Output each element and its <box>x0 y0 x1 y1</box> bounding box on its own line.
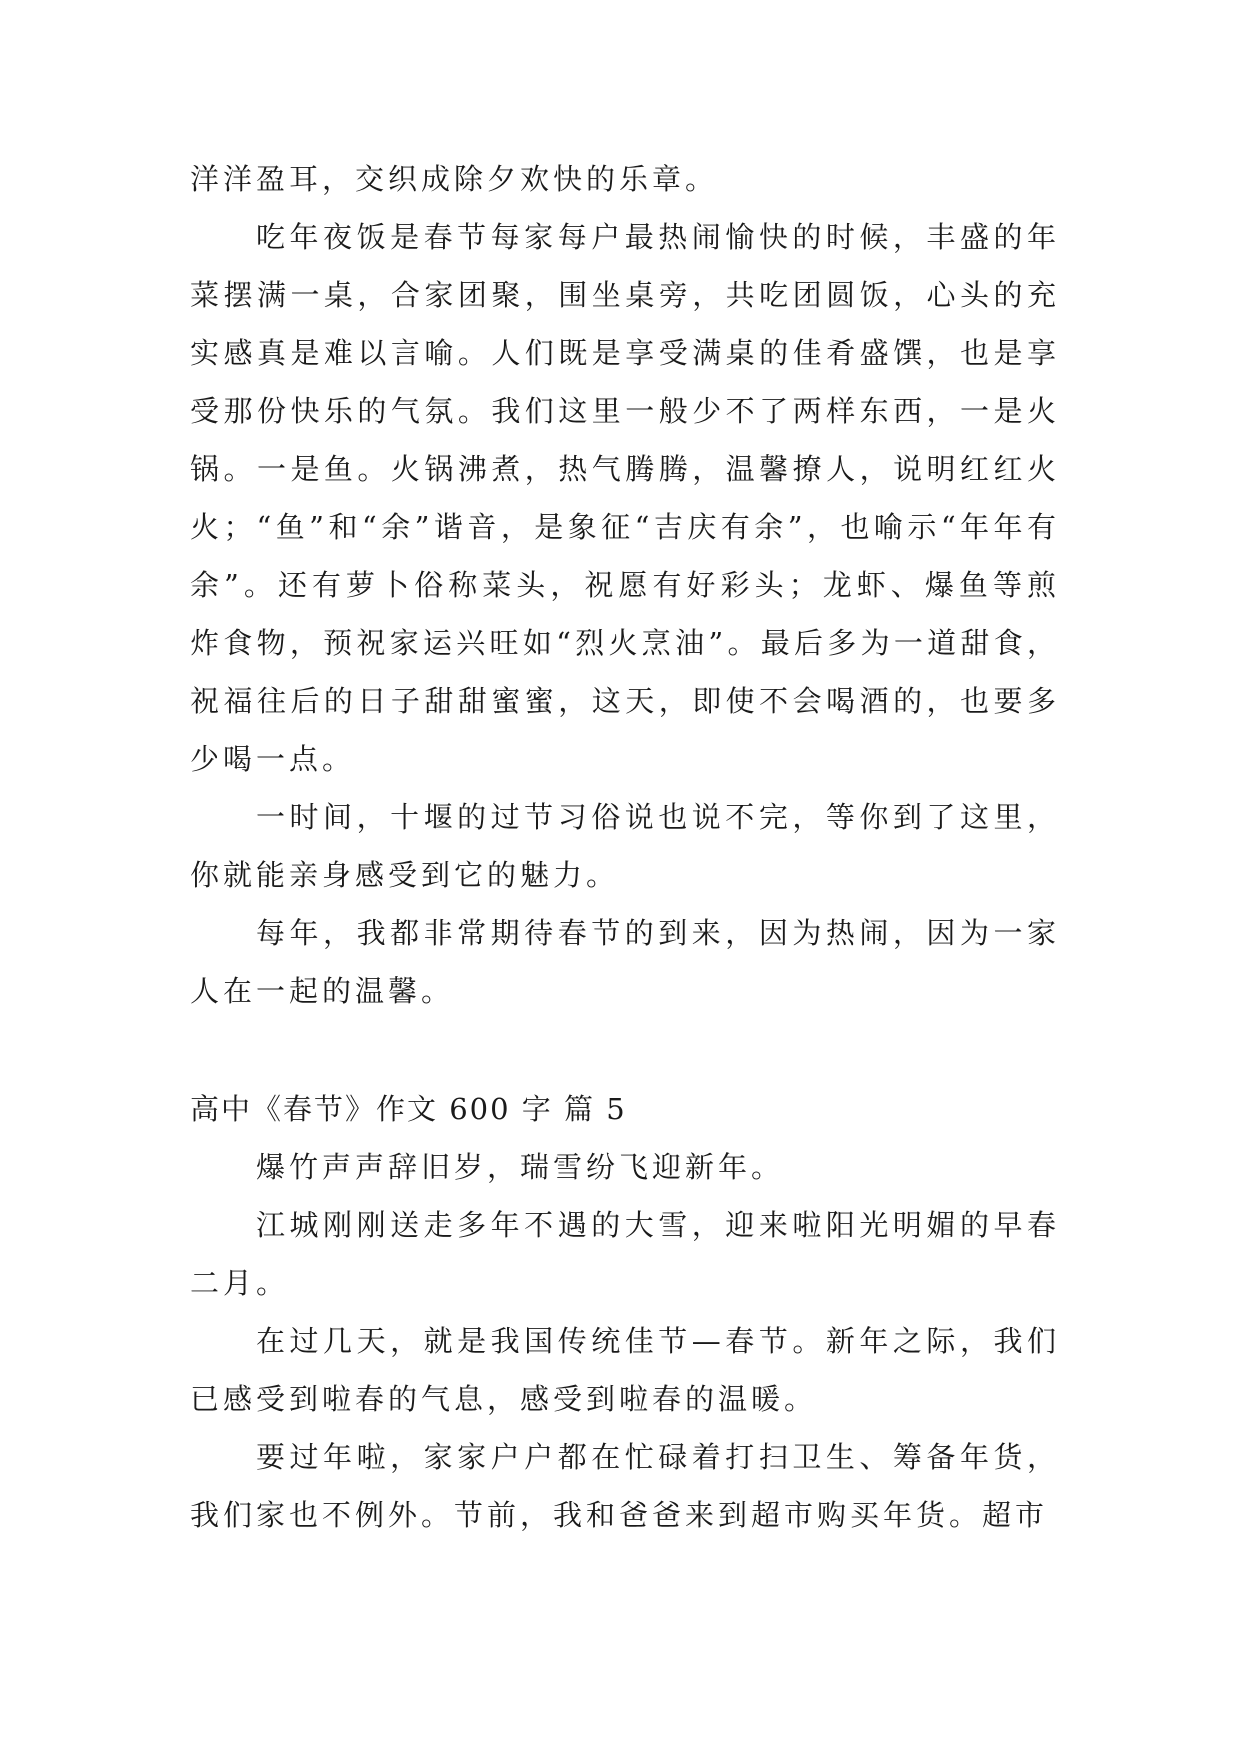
document-body <box>190 150 1060 1544</box>
paragraph-continuation: 洋洋盈耳，交织成除夕欢快的乐章。 <box>190 162 719 196</box>
paragraph-shiyan-customs: 一时间，十堰的过节习俗说也说不完，等你到了这里，你就能亲身感受到它的魅力。 <box>190 800 1060 892</box>
paragraph-looking-forward: 每年，我都非常期待春节的到来，因为热闹，因为一家人在一起的温馨。 <box>190 916 1060 1008</box>
section-gap <box>190 1020 1060 1080</box>
paragraph-new-year-dinner: 吃年夜饭是春节每家每户最热闹愉快的时候，丰盛的年菜摆满一桌，合家团聚，围坐桌旁，共吃团圆饭，心头的充实感真是难以言喻。人们既是享受满桌的佳肴盛馔，也是享受那份快乐的气氛。我们这里一般少不了两样东西，一是火锅。一是鱼。火锅沸煮，热气腾腾，温馨撩人，说明红红火火；“鱼”和“余”谐音，是象征“吉庆有余”，也喻示“年年有余”。还有萝卜俗称菜头，祝愿有好彩头；龙虾、爆鱼等煎炸食物，预祝家运兴旺如“烈火烹油”。最后多为一道甜食，祝福往后的日子甜甜蜜蜜，这天，即使不会喝酒的，也要多少喝一点。 <box>190 220 1060 776</box>
paragraph-spring-festival-coming: 在过几天，就是我国传统佳节—春节。新年之际，我们已感受到啦春的气息，感受到啦春的温暖。 <box>190 1324 1060 1416</box>
paragraph-jiangcheng-snow: 江城刚刚送走多年不遇的大雪，迎来啦阳光明媚的早春二月。 <box>190 1208 1060 1300</box>
paragraph-new-year-shopping: 要过年啦，家家户户都在忙碌着打扫卫生、筹备年货，我们家也不例外。节前，我和爸爸来到超市购买年货。超市 <box>190 1440 1060 1532</box>
paragraph-firecrackers: 爆竹声声辞旧岁，瑞雪纷飞迎新年。 <box>256 1150 785 1184</box>
section-heading: 高中《春节》作文 600 字 篇 5 <box>190 1092 627 1126</box>
